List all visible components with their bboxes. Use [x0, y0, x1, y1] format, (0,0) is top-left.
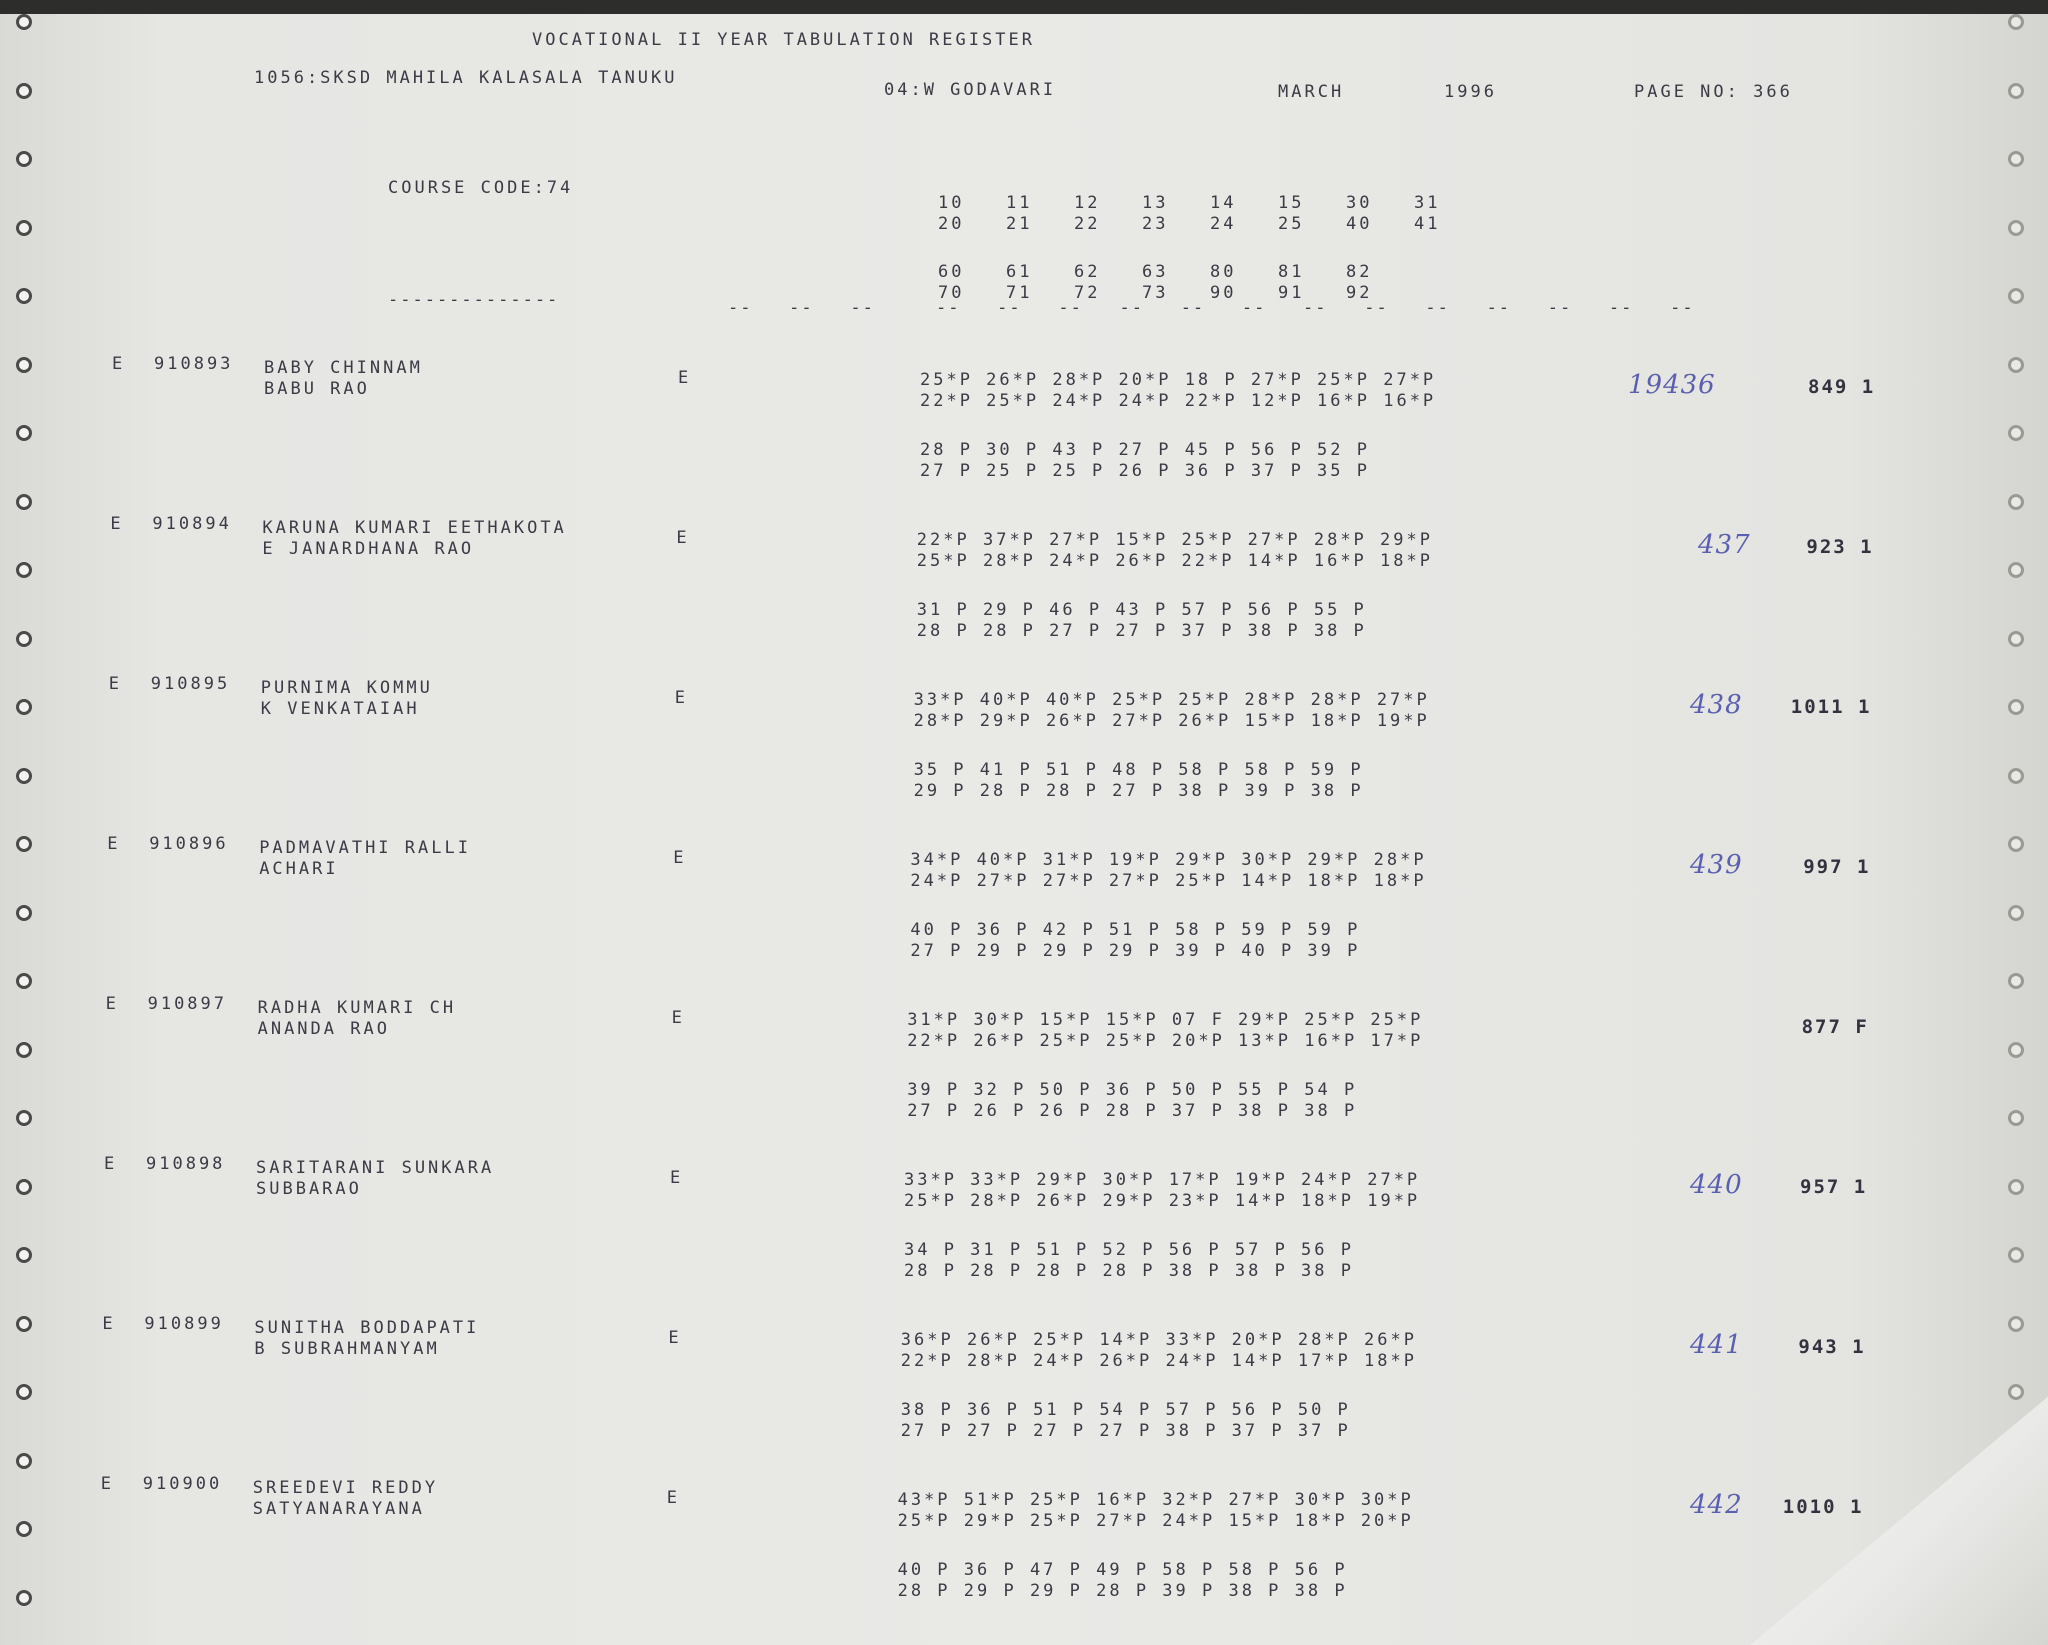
grand-total: 943 1 — [1798, 1336, 1866, 1358]
medium-code: E — [676, 528, 690, 548]
parent-name: K VENKATAIAH — [260, 699, 420, 719]
marks-line-4: 29 P 28 P 28 P 27 P 38 P 39 P 38 P — [913, 781, 1364, 801]
feed-hole — [2008, 14, 2024, 30]
subject-code: 70 — [938, 283, 965, 303]
subject-code: 21 — [1006, 214, 1033, 234]
feed-hole — [16, 83, 32, 99]
grand-total: 997 1 — [1803, 856, 1871, 878]
marks-line-1: 31*P 30*P 15*P 15*P 07 F 29*P 25*P 25*P — [907, 1010, 1424, 1030]
subject-code: 63 — [1142, 262, 1169, 282]
feed-hole — [16, 973, 32, 989]
feed-hole — [2008, 288, 2024, 304]
college-name: 1056:SKSD MAHILA KALASALA TANUKU — [254, 68, 678, 88]
marks-line-1: 33*P 33*P 29*P 30*P 17*P 19*P 24*P 27*P — [904, 1170, 1421, 1190]
student-flag: E — [108, 674, 123, 694]
student-flag: E — [104, 1154, 118, 1174]
header-divider-left: -------------- — [388, 290, 560, 310]
feed-hole — [2008, 357, 2024, 373]
student-name: PURNIMA KOMMU — [260, 678, 433, 698]
student-flag: E — [100, 1474, 115, 1494]
subject-code: 13 — [1142, 193, 1169, 213]
page-curl — [1720, 1370, 2048, 1645]
district-name: 04:W GODAVARI — [884, 80, 1057, 100]
roll-number: 910895 — [150, 674, 231, 694]
feed-hole — [16, 1110, 32, 1126]
subject-code: 40 — [1346, 214, 1373, 234]
subject-code: 82 — [1346, 262, 1373, 282]
subject-code: 10 — [938, 193, 965, 213]
subject-code: 23 — [1142, 214, 1169, 234]
subject-code: 22 — [1074, 214, 1101, 234]
feed-hole — [2008, 631, 2024, 647]
feed-hole — [16, 425, 32, 441]
marks-line-1: 34*P 40*P 31*P 19*P 29*P 30*P 29*P 28*P — [910, 850, 1427, 870]
medium-code: E — [668, 1328, 682, 1348]
marks-line-4: 28 P 28 P 28 P 28 P 38 P 38 P 38 P — [904, 1261, 1354, 1281]
marks-line-4: 27 P 25 P 25 P 26 P 36 P 37 P 35 P — [920, 461, 1370, 481]
marks-line-4: 27 P 26 P 26 P 28 P 37 P 38 P 38 P — [907, 1101, 1358, 1121]
student-flag: E — [105, 994, 119, 1014]
feed-hole — [2008, 1316, 2024, 1332]
feed-hole — [2008, 973, 2024, 989]
subject-code: 92 — [1346, 283, 1373, 303]
right-feed-holes — [2000, 0, 2040, 1645]
feed-hole — [2008, 425, 2024, 441]
student-flag: E — [102, 1314, 116, 1334]
grand-total: 923 1 — [1806, 536, 1874, 558]
handwritten-serial: 441 — [1690, 1330, 1743, 1360]
marks-line-2: 24*P 27*P 27*P 27*P 25*P 14*P 18*P 18*P — [910, 871, 1427, 891]
feed-hole — [16, 1521, 32, 1537]
feed-hole — [16, 151, 32, 167]
marks-line-2: 22*P 26*P 25*P 25*P 20*P 13*P 16*P 17*P — [907, 1031, 1424, 1051]
marks-line-3: 34 P 31 P 51 P 52 P 56 P 57 P 56 P — [904, 1240, 1354, 1260]
subject-code: 11 — [1006, 193, 1033, 213]
top-edge — [0, 0, 2048, 14]
marks-line-2: 22*P 25*P 24*P 24*P 22*P 12*P 16*P 16*P — [920, 391, 1437, 411]
marks-line-2: 28*P 29*P 26*P 27*P 26*P 15*P 18*P 19*P — [913, 711, 1430, 731]
handwritten-serial: 439 — [1690, 850, 1743, 880]
feed-hole — [16, 836, 32, 852]
feed-hole — [2008, 768, 2024, 784]
subject-code: 90 — [1210, 283, 1237, 303]
feed-hole — [16, 562, 32, 578]
roll-number: 910897 — [147, 994, 228, 1014]
feed-hole — [16, 1453, 32, 1469]
feed-hole — [2008, 1179, 2024, 1195]
student-flag: E — [107, 834, 121, 854]
marks-line-4: 27 P 27 P 27 P 27 P 38 P 37 P 37 P — [900, 1421, 1351, 1441]
marks-line-3: 35 P 41 P 51 P 48 P 58 P 58 P 59 P — [913, 760, 1364, 780]
marks-line-1: 33*P 40*P 40*P 25*P 25*P 28*P 28*P 27*P — [913, 690, 1430, 710]
feed-hole — [2008, 1247, 2024, 1263]
feed-hole — [16, 1316, 32, 1332]
feed-hole — [2008, 1042, 2024, 1058]
marks-line-1: 36*P 26*P 25*P 14*P 33*P 20*P 28*P 26*P — [900, 1330, 1417, 1350]
handwritten-serial: 438 — [1690, 690, 1743, 720]
parent-name: BABU RAO — [264, 379, 370, 399]
subject-code: 71 — [1006, 283, 1033, 303]
subject-code: 61 — [1006, 262, 1033, 282]
student-name: SREEDEVI REDDY — [252, 1478, 439, 1498]
subject-code: 62 — [1074, 262, 1101, 282]
grand-total: 957 1 — [1800, 1176, 1868, 1198]
roll-number: 910893 — [154, 354, 234, 374]
feed-hole — [2008, 151, 2024, 167]
student-name: SARITARANI SUNKARA — [256, 1158, 495, 1178]
subject-code: 31 — [1414, 193, 1441, 213]
subject-code: 73 — [1142, 283, 1169, 303]
parent-name: B SUBRAHMANYAM — [254, 1339, 440, 1359]
feed-hole — [16, 631, 32, 647]
roll-number: 910899 — [144, 1314, 224, 1334]
marks-line-4: 27 P 29 P 29 P 29 P 39 P 40 P 39 P — [910, 941, 1361, 961]
student-name: RADHA KUMARI CH — [257, 998, 457, 1018]
subject-code: 14 — [1210, 193, 1237, 213]
feed-hole — [16, 1247, 32, 1263]
grand-total: 849 1 — [1808, 376, 1876, 398]
student-name: PADMAVATHI RALLI — [259, 838, 471, 858]
marks-line-3: 28 P 30 P 43 P 27 P 45 P 56 P 52 P — [920, 440, 1370, 460]
subject-code: 25 — [1278, 214, 1305, 234]
medium-code: E — [673, 848, 687, 868]
marks-line-4: 28 P 29 P 29 P 28 P 39 P 38 P 38 P — [897, 1581, 1348, 1601]
marks-line-2: 25*P 28*P 26*P 29*P 23*P 14*P 18*P 19*P — [904, 1191, 1421, 1211]
feed-hole — [2008, 83, 2024, 99]
grand-total: 877 F — [1801, 1016, 1869, 1038]
page-number: PAGE NO: 366 — [1634, 82, 1793, 102]
feed-hole — [16, 220, 32, 236]
header-divider-right: -- -- -- -- -- -- -- -- -- -- -- -- -- — [936, 298, 1695, 318]
student-flag: E — [112, 354, 126, 374]
feed-hole — [2008, 562, 2024, 578]
left-feed-holes — [8, 0, 48, 1645]
subject-code: 72 — [1074, 283, 1101, 303]
subject-code: 12 — [1074, 193, 1101, 213]
roll-number: 910896 — [149, 834, 229, 854]
grand-total: 1010 1 — [1782, 1496, 1864, 1518]
student-name: KARUNA KUMARI EETHAKOTA — [262, 518, 567, 538]
marks-line-4: 28 P 28 P 27 P 27 P 37 P 38 P 38 P — [916, 621, 1367, 641]
medium-code: E — [666, 1488, 681, 1508]
feed-hole — [16, 768, 32, 784]
medium-code: E — [670, 1168, 684, 1188]
handwritten-serial: 442 — [1690, 1490, 1743, 1520]
marks-line-3: 38 P 36 P 51 P 54 P 57 P 56 P 50 P — [900, 1400, 1351, 1420]
student-name: SUNITHA BODDAPATI — [254, 1318, 480, 1338]
subject-code: 60 — [938, 262, 965, 282]
feed-hole — [16, 1590, 32, 1606]
header-divider-mid: -- -- -- — [728, 298, 875, 318]
marks-line-3: 40 P 36 P 42 P 51 P 58 P 59 P 59 P — [910, 920, 1361, 940]
marks-line-3: 31 P 29 P 46 P 43 P 57 P 56 P 55 P — [916, 600, 1367, 620]
subject-code: 80 — [1210, 262, 1237, 282]
marks-line-1: 43*P 51*P 25*P 16*P 32*P 27*P 30*P 30*P — [897, 1490, 1414, 1510]
parent-name: ACHARI — [259, 859, 339, 879]
student-name: BABY CHINNAM — [264, 358, 423, 378]
feed-hole — [16, 1042, 32, 1058]
handwritten-serial: 440 — [1690, 1170, 1743, 1200]
subject-code: 24 — [1210, 214, 1237, 234]
feed-hole — [16, 288, 32, 304]
feed-hole — [16, 494, 32, 510]
subject-code: 81 — [1278, 262, 1305, 282]
course-code: COURSE CODE:74 — [388, 178, 574, 198]
feed-hole — [2008, 836, 2024, 852]
marks-line-1: 25*P 26*P 28*P 20*P 18 P 27*P 25*P 27*P — [920, 370, 1437, 390]
subject-code: 41 — [1414, 214, 1441, 234]
marks-line-1: 22*P 37*P 27*P 15*P 25*P 27*P 28*P 29*P — [916, 530, 1433, 550]
roll-number: 910898 — [146, 1154, 226, 1174]
marks-line-2: 25*P 29*P 25*P 27*P 24*P 15*P 18*P 20*P — [897, 1511, 1414, 1531]
medium-code: E — [678, 368, 692, 388]
marks-line-2: 25*P 28*P 24*P 26*P 22*P 14*P 16*P 18*P — [916, 551, 1433, 571]
marks-line-3: 40 P 36 P 47 P 49 P 58 P 58 P 56 P — [897, 1560, 1348, 1580]
parent-name: SATYANARAYANA — [252, 1499, 425, 1519]
handwritten-serial: 437 — [1698, 530, 1751, 560]
feed-hole — [2008, 699, 2024, 715]
feed-hole — [2008, 905, 2024, 921]
roll-number: 910894 — [152, 514, 232, 534]
parent-name: SUBBARAO — [256, 1179, 362, 1199]
feed-hole — [16, 357, 32, 373]
medium-code: E — [671, 1008, 685, 1028]
subject-code: 20 — [938, 214, 965, 234]
subject-code: 15 — [1278, 193, 1305, 213]
feed-hole — [16, 1179, 32, 1195]
subject-code: 91 — [1278, 283, 1305, 303]
feed-hole — [16, 905, 32, 921]
register-title: VOCATIONAL II YEAR TABULATION REGISTER — [532, 30, 1035, 50]
feed-hole — [2008, 1384, 2024, 1400]
grand-total: 1011 1 — [1790, 696, 1872, 718]
marks-line-2: 22*P 28*P 24*P 26*P 24*P 14*P 17*P 18*P — [900, 1351, 1417, 1371]
parent-name: E JANARDHANA RAO — [262, 539, 475, 559]
student-flag: E — [110, 514, 124, 534]
feed-hole — [2008, 494, 2024, 510]
feed-hole — [2008, 1110, 2024, 1126]
handwritten-serial: 19436 — [1628, 370, 1716, 400]
subject-code: 30 — [1346, 193, 1373, 213]
parent-name: ANANDA RAO — [257, 1019, 390, 1039]
exam-year: 1996 — [1444, 82, 1497, 102]
roll-number: 910900 — [142, 1474, 223, 1494]
feed-hole — [16, 1384, 32, 1400]
exam-month: MARCH — [1278, 82, 1345, 102]
feed-hole — [16, 699, 32, 715]
feed-hole — [2008, 220, 2024, 236]
marks-line-3: 39 P 32 P 50 P 36 P 50 P 55 P 54 P — [907, 1080, 1358, 1100]
feed-hole — [16, 14, 32, 30]
medium-code: E — [674, 688, 689, 708]
